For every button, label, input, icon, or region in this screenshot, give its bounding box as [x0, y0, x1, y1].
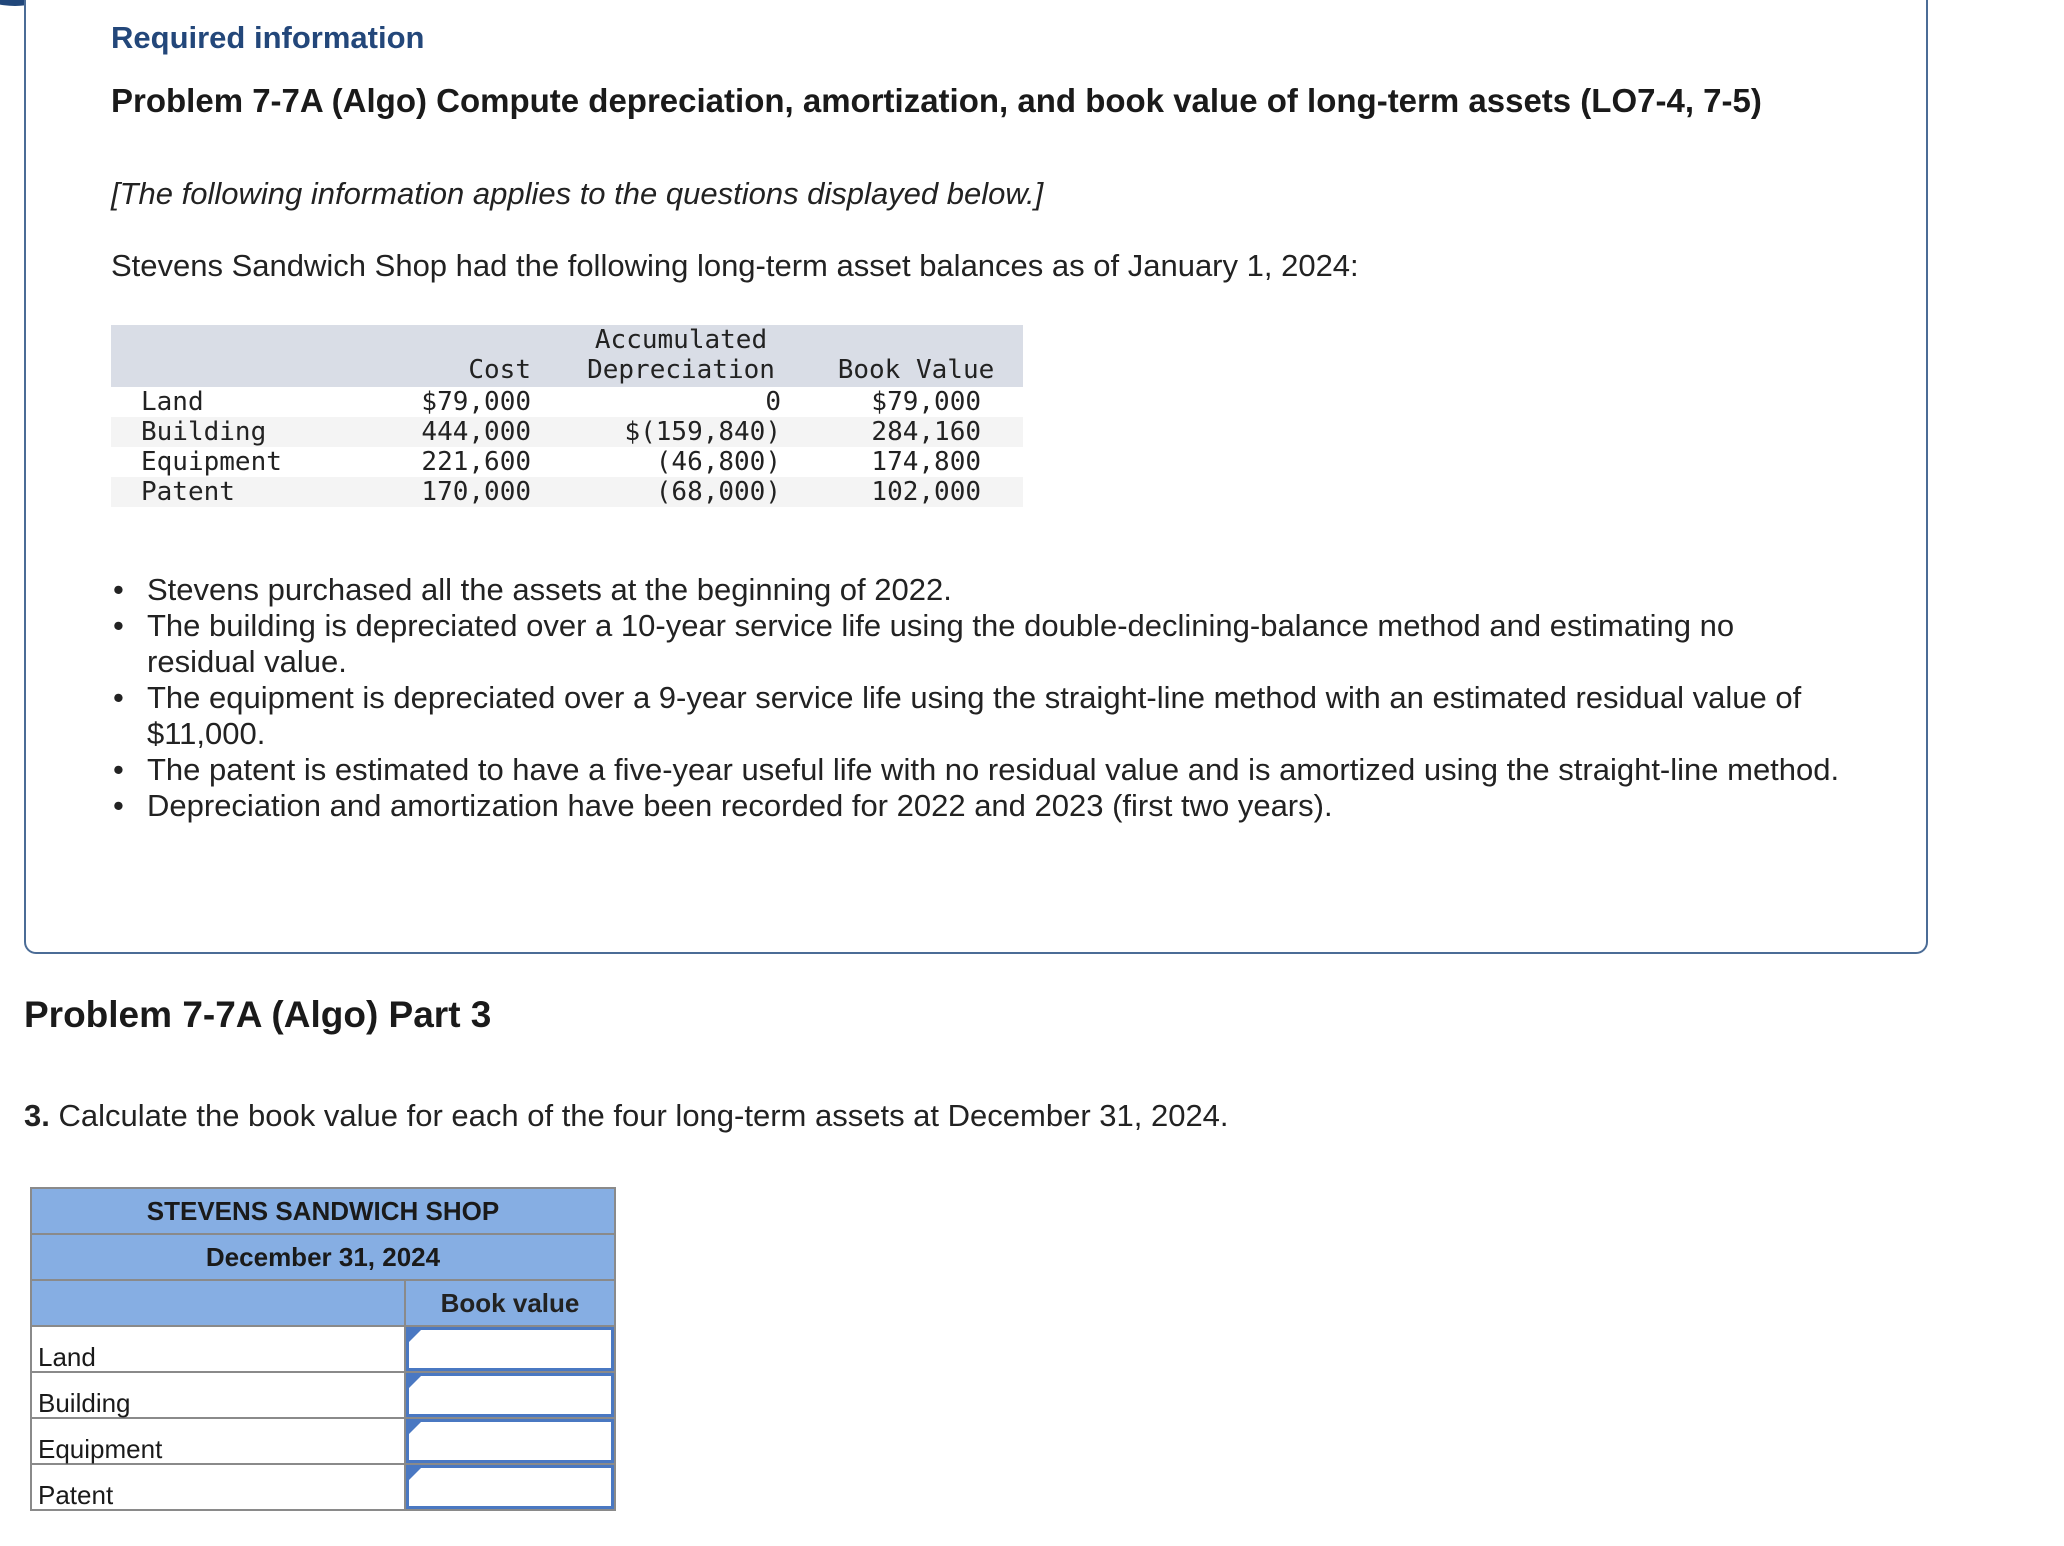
grid-row-label: Equipment: [32, 1419, 406, 1463]
row-book-value: $79,000: [871, 387, 981, 417]
table-row: [111, 417, 1023, 447]
row-label: Patent: [141, 477, 235, 507]
grid-row-label: Patent: [32, 1465, 406, 1509]
row-label: Equipment: [141, 447, 282, 477]
intro-note: [The following information applies to the questions displayed below.]: [111, 176, 1044, 211]
land-book-value-input[interactable]: [406, 1327, 614, 1371]
list-item: • The building is depreciated over a 10-year service life using the double-declining-balance method and estimating no residual value.: [111, 608, 1841, 680]
col-accumulated-line1: Accumulated: [594, 325, 768, 355]
required-info-heading: Required information: [111, 20, 425, 55]
row-cost: 221,600: [421, 447, 531, 477]
building-book-value-input[interactable]: [406, 1373, 614, 1417]
row-label: Building: [141, 417, 267, 447]
grid-row-land: [32, 1327, 614, 1373]
answer-grid: [30, 1187, 616, 1511]
grid-company-header: STEVENS SANDWICH SHOP: [32, 1189, 614, 1235]
problem-title: Problem 7-7A (Algo) Compute depreciation, amortization, and book value of long-term assets (LO7-4, 7-5): [111, 82, 1762, 119]
question-body: Calculate the book value for each of the four long-term assets at December 31, 2024.: [58, 1098, 1229, 1133]
row-accumulated: $(159,840): [624, 417, 781, 447]
row-accumulated: (46,800): [655, 447, 781, 477]
grid-row-patent: [32, 1465, 614, 1511]
col-accumulated-line2: Depreciation: [587, 355, 775, 385]
balances-table: [111, 325, 1023, 507]
grid-column-header: Book value: [440, 1288, 580, 1318]
row-book-value: 284,160: [871, 417, 981, 447]
grid-column-header-row: [32, 1281, 614, 1327]
grid-row-label: Land: [32, 1327, 406, 1371]
part-title: Problem 7-7A (Algo) Part 3: [24, 994, 492, 1035]
row-accumulated: (68,000): [655, 477, 781, 507]
row-book-value: 174,800: [871, 447, 981, 477]
row-book-value: 102,000: [871, 477, 981, 507]
equipment-book-value-input[interactable]: [406, 1419, 614, 1463]
balances-table-header: [111, 325, 1023, 387]
assumptions-list: [111, 572, 1841, 824]
grid-row-building: [32, 1373, 614, 1419]
col-book-value: Book Value: [837, 355, 995, 385]
row-cost: 444,000: [421, 417, 531, 447]
row-cost: $79,000: [421, 387, 531, 417]
grid-row-equipment: [32, 1419, 614, 1465]
list-item: • The patent is estimated to have a five-year useful life with no residual value and is amortized using the straight-line method.: [111, 752, 1841, 788]
grid-date-header: December 31, 2024: [32, 1235, 614, 1281]
table-row: [111, 477, 1023, 507]
table-row: [111, 447, 1023, 477]
patent-book-value-input[interactable]: [406, 1465, 614, 1509]
intro-text: Stevens Sandwich Shop had the following long-term asset balances as of January 1, 2024:: [111, 248, 1359, 283]
list-item: • The equipment is depreciated over a 9-year service life using the straight-line method with an estimated residual value of $11,000.: [111, 680, 1841, 752]
grid-row-label: Building: [32, 1373, 406, 1417]
row-label: Land: [141, 387, 204, 417]
question-text: [24, 1098, 1229, 1134]
list-item: • Depreciation and amortization have been recorded for 2022 and 2023 (first two years).: [111, 788, 1841, 824]
row-cost: 170,000: [421, 477, 531, 507]
grid-header-blank: [32, 1281, 406, 1325]
list-item: • Stevens purchased all the assets at the beginning of 2022.: [111, 572, 1841, 608]
col-cost: Cost: [468, 355, 531, 385]
table-row: [111, 387, 1023, 417]
question-number: 3.: [24, 1098, 50, 1133]
row-accumulated: 0: [765, 387, 781, 417]
